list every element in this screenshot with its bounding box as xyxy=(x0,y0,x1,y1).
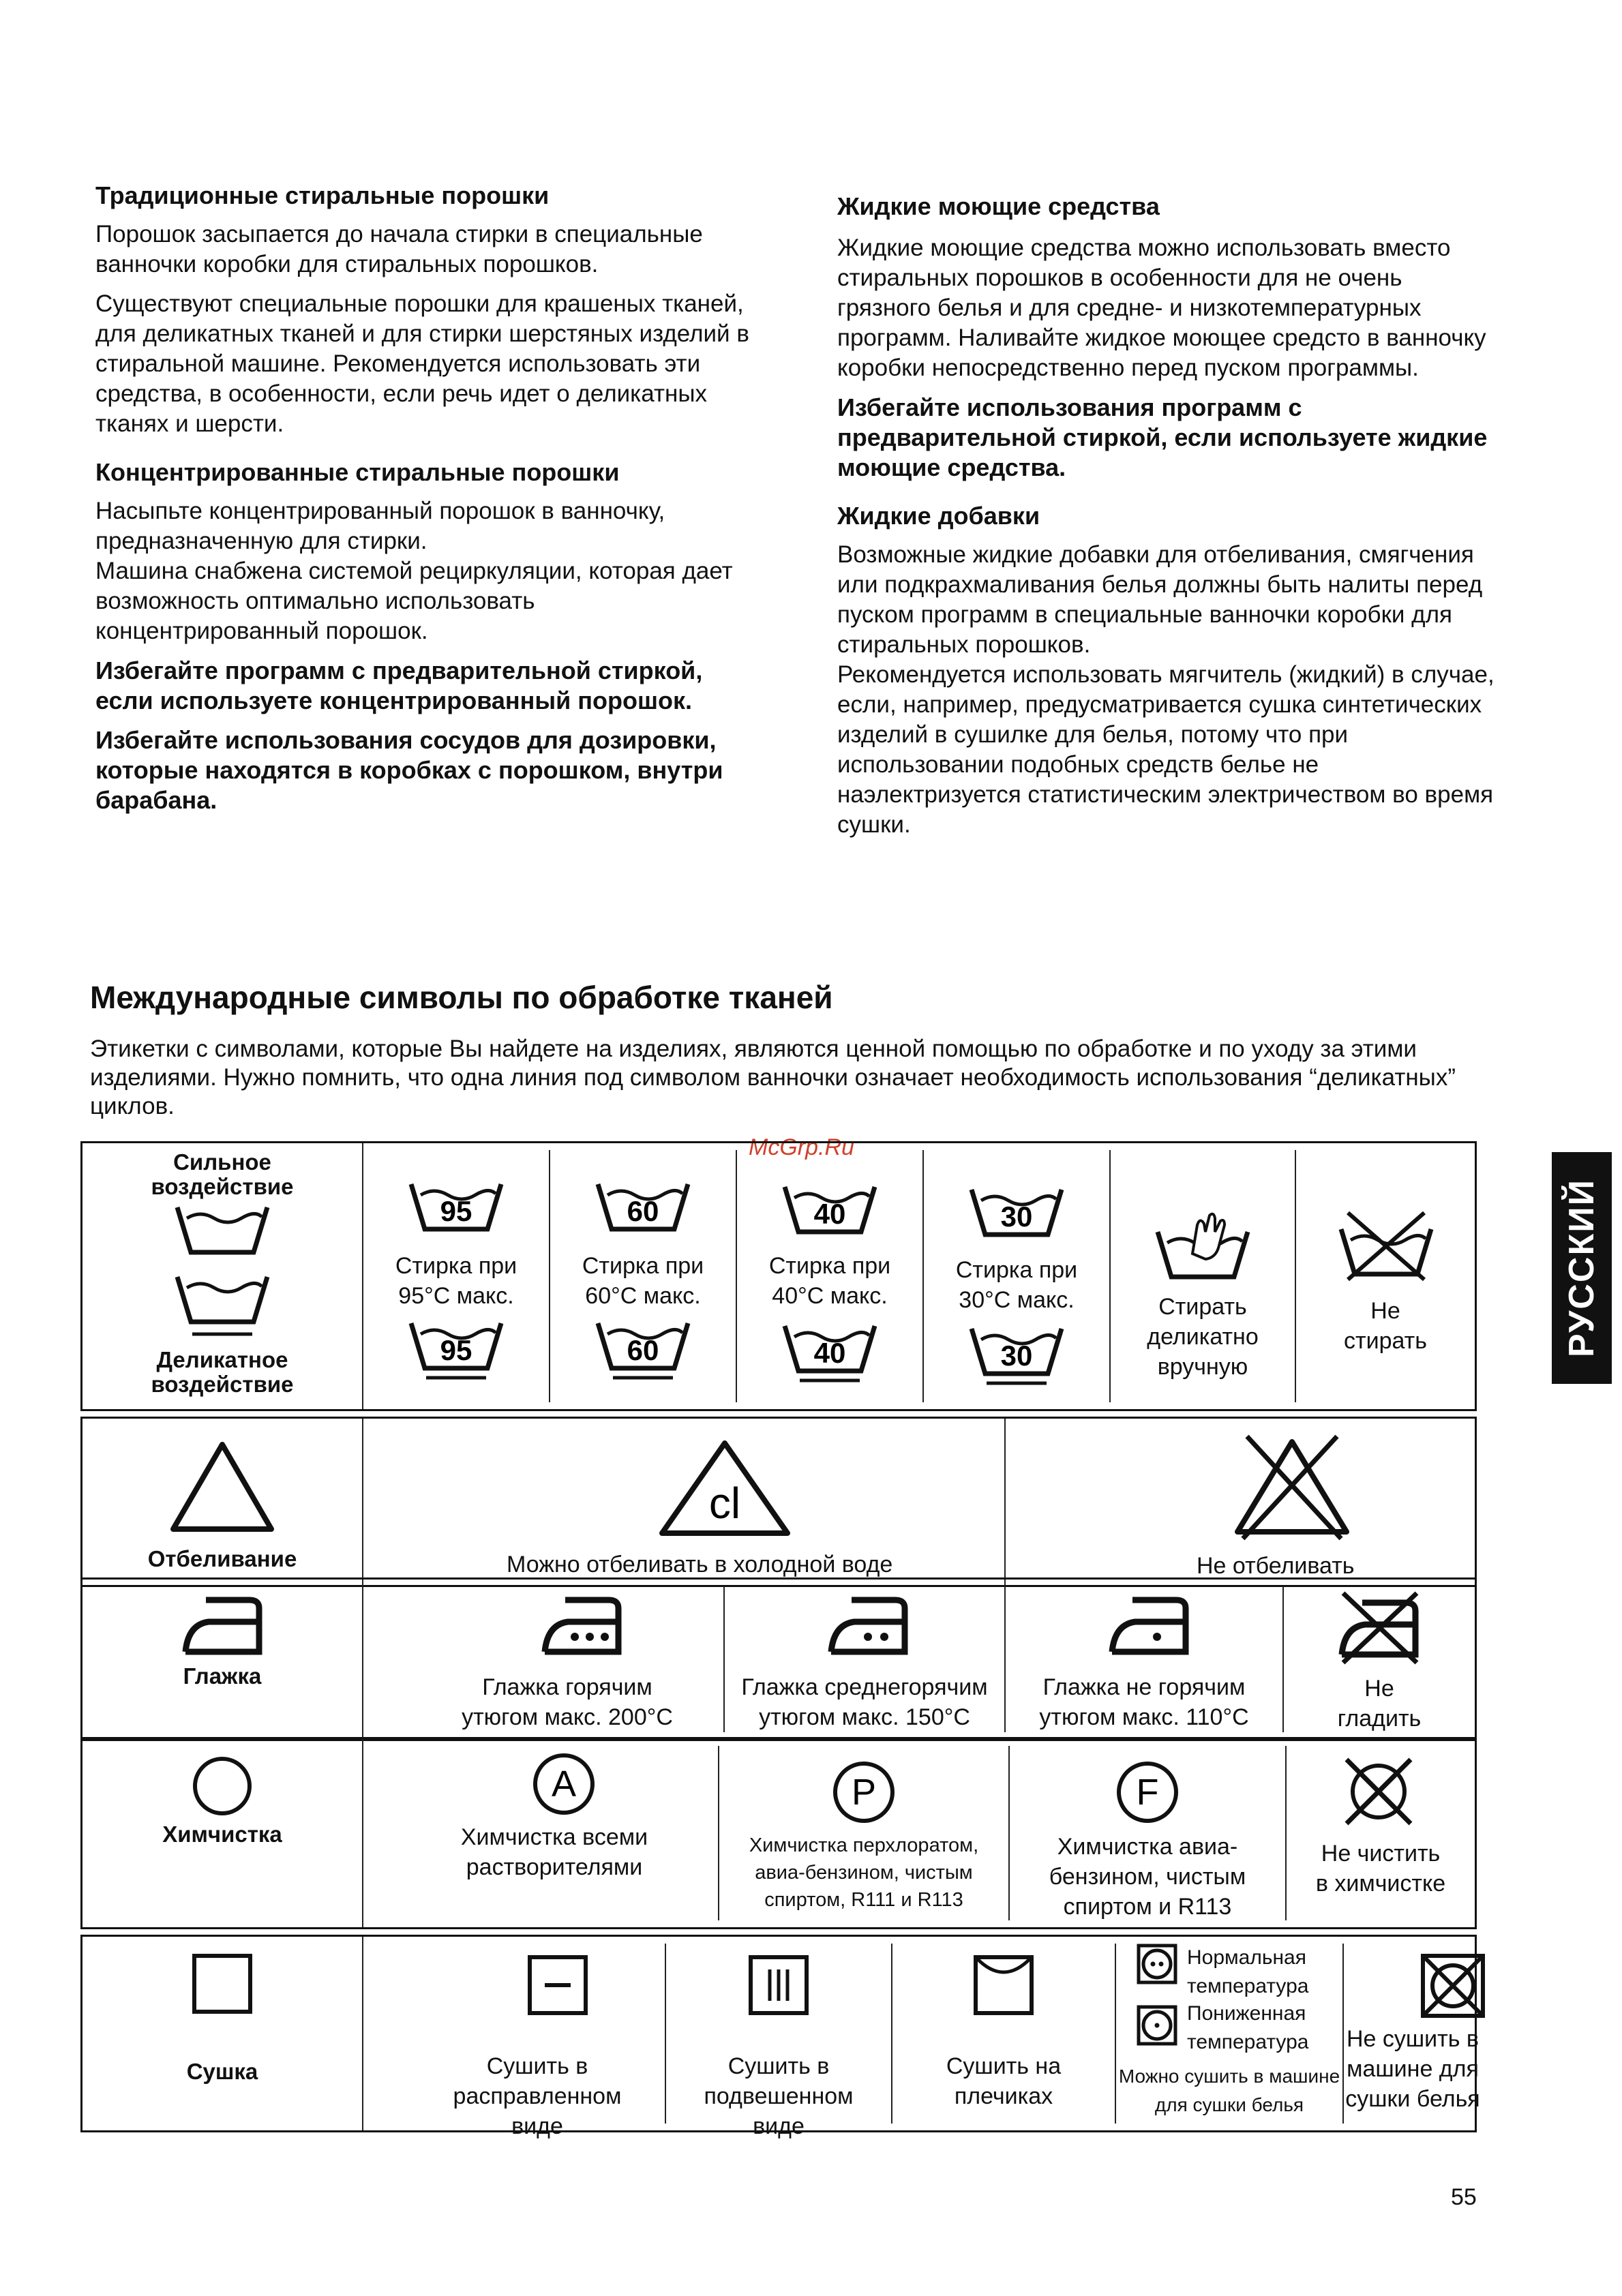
tumble-machine-label: Можно сушить в машине для сушки белья xyxy=(1118,2066,1340,2115)
iron-200-cell xyxy=(363,1580,723,1739)
page-number: 55 xyxy=(1451,2184,1477,2210)
warning-text: Избегайте программ с предварительной стиркой, если используете концентрированный порошок. xyxy=(95,656,703,714)
section-intro: Этикетки с символами, которые Вы найдете на изделиях, являются ценной помощью по обработке и по уходу за этими изделиями. Нужно помнить, что одна линия под символом ванночки означает необходимость использования “деликатных” циклов. xyxy=(90,1036,1456,1119)
drying-table xyxy=(80,1935,1480,2139)
svg-text:95: 95 xyxy=(440,1195,472,1227)
svg-text:40: 40 xyxy=(813,1198,846,1230)
svg-text:F: F xyxy=(1136,1772,1159,1813)
hand-wash-label: Стирать деликатно вручную xyxy=(1147,1294,1259,1380)
svg-text:95: 95 xyxy=(440,1334,472,1366)
iron-two-dots-icon xyxy=(827,1595,909,1656)
wash-40-delicate-icon xyxy=(782,1322,877,1383)
wash-40-icon xyxy=(782,1183,877,1237)
drying-cell xyxy=(82,1937,362,2130)
svg-text:P: P xyxy=(851,1772,877,1813)
language-tab xyxy=(1552,1152,1612,1384)
paragraph: Машина снабжена системой рециркуляции, которая дает возможность оптимально использовать концентрированный порошок. xyxy=(95,558,733,644)
watermark: McGrp.Ru xyxy=(749,1134,854,1160)
no-wash-label: Не стирать xyxy=(1344,1298,1427,1354)
bleach-table xyxy=(80,1417,1477,1587)
dry-hang-icon xyxy=(748,1954,809,2016)
no-bleach-label: Не отбеливать xyxy=(1197,1553,1355,1579)
iron-200-label: Глажка горячим утюгом макс. 200°C xyxy=(462,1674,673,1730)
dry-hang-cell xyxy=(666,1937,891,2139)
bleach-cold-cell xyxy=(363,1419,1004,1585)
paragraph: Рекомендуется использовать мягчитель (жидкий) в случае, если, например, предусматривается сушка синтетических изделий в сушилке для белья, потому что при использовании подобных средств белье не наэлектризуется статистическим электричеством во время сушки. xyxy=(837,661,1495,838)
wash-intensity-cell xyxy=(82,1143,362,1409)
dry-flat-label: Сушить в расправленном виде xyxy=(453,2053,622,2139)
dryclean-label: Химчистка xyxy=(162,1822,282,1847)
no-tumble-cell xyxy=(1344,1937,1480,2130)
paragraph: Насыпьте концентрированный порошок в ванночку, предназначенную для стирки. xyxy=(95,498,665,554)
wash-60-delicate-icon xyxy=(595,1319,691,1380)
no-iron-cell xyxy=(1284,1580,1475,1739)
wash-tub-strong-icon xyxy=(175,1203,270,1258)
iron-one-dot-icon xyxy=(1108,1595,1190,1656)
heading-traditional-powders: Традиционные стиральные порошки xyxy=(95,181,550,209)
wash-95-label: Стирка при 95°C макс. xyxy=(395,1253,517,1309)
wash-table xyxy=(80,1141,1477,1411)
iron-cell xyxy=(82,1580,362,1739)
iron-150-cell xyxy=(725,1580,1004,1739)
warning-text: Избегайте использования сосудов для дозировки, которые находятся в коробках с порошком, внутри барабана. xyxy=(95,726,723,814)
dry-hanger-label: Сушить на плечиках xyxy=(946,2053,1062,2109)
left-column xyxy=(95,181,760,825)
no-dryclean-label: Не чистить в химчистке xyxy=(1315,1841,1446,1897)
heading-liquid-additives: Жидкие добавки xyxy=(837,502,1040,530)
tumble-normal-icon xyxy=(1137,1944,1177,1984)
svg-text:60: 60 xyxy=(627,1195,659,1227)
svg-text:A: A xyxy=(551,1764,577,1804)
dryclean-a-label: Химчистка всеми растворителями xyxy=(460,1824,648,1880)
heading-concentrated-powders: Концентрированные стиральные порошки xyxy=(95,458,620,486)
tumble-normal-label: Нормальная температура xyxy=(1187,1946,1309,1997)
language-tab-label: РУССКИЙ xyxy=(1562,1179,1602,1357)
dryclean-f-icon xyxy=(1115,1759,1180,1825)
dry-hanger-icon xyxy=(973,1954,1034,2016)
wash-95-cell xyxy=(363,1143,549,1409)
wash-30-cell xyxy=(924,1143,1109,1409)
iron-table xyxy=(80,1577,1477,1741)
hand-wash-icon xyxy=(1155,1211,1250,1280)
tumble-dry-cell xyxy=(1116,1937,1342,2130)
heading-liquid-detergents: Жидкие моющие средства xyxy=(837,192,1160,220)
svg-text:40: 40 xyxy=(813,1337,846,1369)
right-column xyxy=(837,192,1499,849)
dry-hanger-cell xyxy=(892,1937,1115,2130)
iron-label: Глажка xyxy=(183,1663,262,1689)
svg-text:30: 30 xyxy=(1000,1200,1033,1233)
drying-square-icon xyxy=(192,1953,253,2014)
paragraph: Порошок засыпается до начала стирки в специальные ванночки коробки для стиральных порошков. xyxy=(95,221,703,277)
wash-40-label: Стирка при 40°C макс. xyxy=(768,1253,891,1309)
delicate-action-label: Деликатное воздействие xyxy=(151,1347,294,1397)
warning-text: Избегайте использования программ с предварительной стиркой, если используете жидкие моющие средства. xyxy=(837,393,1488,481)
no-iron-label: Не гладить xyxy=(1337,1676,1422,1732)
svg-text:30: 30 xyxy=(1000,1340,1033,1372)
dry-flat-icon xyxy=(527,1954,588,2016)
dryclean-p-cell xyxy=(719,1739,1008,1927)
no-iron-icon xyxy=(1335,1590,1424,1665)
no-tumble-icon xyxy=(1419,1952,1487,2020)
svg-text:60: 60 xyxy=(627,1334,659,1366)
bleach-cell xyxy=(82,1419,362,1585)
dry-flat-cell xyxy=(363,1937,622,2139)
section-title: Международные символы по обработке тканей xyxy=(90,980,833,1015)
dryclean-a-cell xyxy=(363,1739,718,1927)
dry-hang-label: Сушить в подвешенном виде xyxy=(704,2053,854,2139)
iron-110-cell xyxy=(1006,1580,1282,1739)
paragraph: Существуют специальные порошки для крашеных тканей, для деликатных тканей и для стирки шерстяных изделий в стиральной машине. Рекомендуется использовать эти средства, в особенности, если речь идет о деликатных тканях и шерсти. xyxy=(95,290,749,437)
wash-60-cell xyxy=(550,1143,736,1409)
no-wash-icon xyxy=(1338,1209,1434,1284)
wash-30-icon xyxy=(969,1185,1064,1240)
iron-three-dots-icon xyxy=(541,1595,622,1656)
paragraph: Возможные жидкие добавки для отбеливания, смягчения или подкрахмаливания белья должны быть налиты перед пуском программ в специальные ванночки коробки для стиральных порошков. xyxy=(837,541,1483,658)
tumble-reduced-icon xyxy=(1137,2005,1177,2046)
wash-95-delicate-icon xyxy=(408,1319,504,1380)
bleach-triangle-icon xyxy=(168,1439,277,1535)
wash-95-icon xyxy=(408,1180,504,1235)
hand-wash-cell xyxy=(1111,1143,1295,1409)
wash-30-label: Стирка при 30°C макс. xyxy=(955,1257,1078,1313)
dryclean-f-label: Химчистка авиа-бензином, чистым спиртом и R113 xyxy=(1049,1834,1246,1920)
wash-40-cell xyxy=(737,1143,922,1409)
dryclean-cell xyxy=(82,1739,362,1927)
dryclean-p-label: Химчистка перхлоратом, авиа-бензином, чистым спиртом, R111 и R113 xyxy=(749,1834,979,1911)
dryclean-p-icon xyxy=(831,1759,897,1825)
bleach-label: Отбеливание xyxy=(147,1546,297,1571)
dryclean-table xyxy=(80,1737,1477,1929)
wash-60-icon xyxy=(595,1180,691,1235)
wash-30-delicate-icon xyxy=(969,1325,1064,1386)
paragraph: Жидкие моющие средства можно использовать вместо стиральных порошков в особенности для не очень грязного белья и для средне- и низкотемпературных программ. Наливайте жидкое моющее средсто в ванночку коробки непосредственно перед пуском программы. xyxy=(837,235,1486,381)
no-bleach-icon xyxy=(1231,1432,1353,1541)
svg-text:cl: cl xyxy=(708,1479,741,1528)
bleach-cold-label: Можно отбеливать в холодной воде xyxy=(507,1552,893,1577)
iron-110-label: Глажка не горячим утюгом макс. 110°C xyxy=(1039,1674,1249,1730)
dryclean-a-icon xyxy=(531,1751,597,1817)
no-tumble-label: Не сушить в машине для сушки белья xyxy=(1345,2026,1480,2112)
bleach-cl-icon xyxy=(657,1438,793,1540)
strong-action-label: Сильное воздействие xyxy=(151,1149,294,1199)
iron-icon xyxy=(181,1595,263,1656)
wash-60-label: Стирка при 60°C макс. xyxy=(582,1253,704,1309)
no-dryclean-cell xyxy=(1287,1739,1475,1927)
no-dryclean-icon xyxy=(1341,1754,1416,1829)
iron-150-label: Глажка среднегорячим утюгом макс. 150°C xyxy=(741,1674,988,1730)
wash-tub-delicate-icon xyxy=(175,1273,270,1338)
dryclean-f-cell xyxy=(1010,1739,1285,1927)
drying-label: Сушка xyxy=(186,2059,258,2084)
no-bleach-cell xyxy=(1006,1419,1476,1585)
no-wash-cell xyxy=(1296,1143,1475,1409)
tumble-reduced-label: Пониженная температура xyxy=(1187,2002,1309,2053)
dryclean-circle-icon xyxy=(192,1755,253,1817)
